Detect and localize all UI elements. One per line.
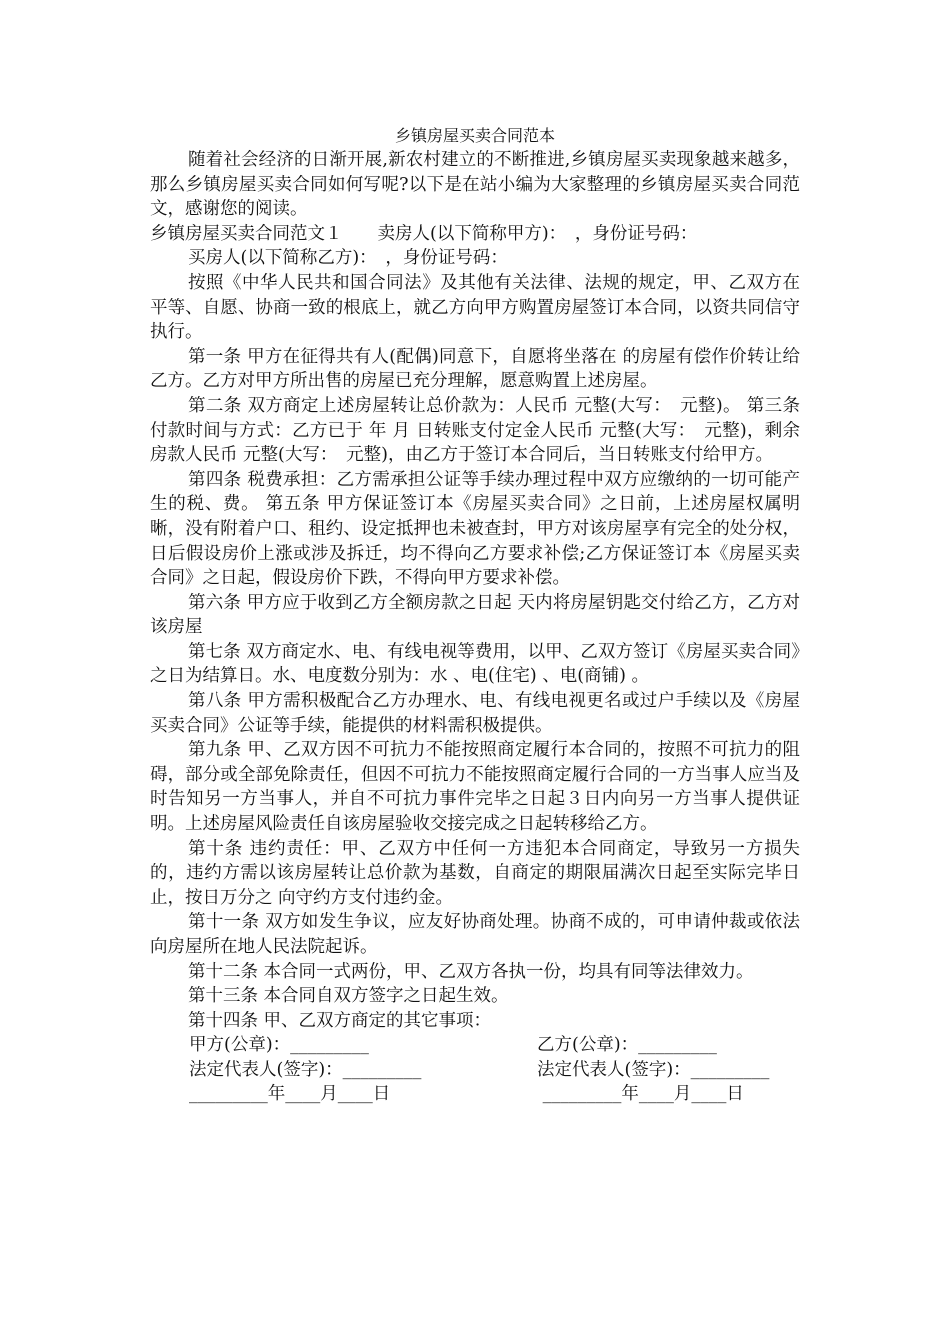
signature-row-seal: [189, 1033, 829, 1058]
signature-row-date: [189, 1082, 829, 1107]
clause-7: 第七条 双方商定水、电、有线电视等费用，以甲、乙双方签订《房屋买卖合同》之日为结算日。水、电度数分别为：水 、电(住宅) 、电(商铺) 。: [150, 641, 800, 687]
clause-14: 第十四条 甲、乙双方商定的其它事项：: [188, 1010, 492, 1031]
document-title: 乡镇房屋买卖合同范本: [394, 126, 555, 145]
clause-1: 第一条 甲方在征得共有人(配偶)同意下，自愿将坐落在 的房屋有偿作价转让给乙方。乙方对甲方所出售的房屋已充分理解，愿意购置上述房屋。: [150, 346, 800, 392]
intro-paragraph: 随着社会经济的日渐开展,新农村建立的不断推进,乡镇房屋买卖现象越来越多，那么乡镇房屋买卖合同如何写呢?以下是在站小编为大家整理的乡镇房屋买卖合同范文，感谢您的阅读。: [150, 150, 800, 220]
clause-13: 第十三条 本合同自双方签字之日起生效。: [188, 986, 509, 1007]
clause-9: 第九条 甲、乙双方因不可抗力不能按照商定履行本合同的，按照不可抗力的阻碍，部分或全部免除责任，但因不可抗力不能按照商定履行合同的一方当事人应当及时告知另一方当事人，并自不可抗力事件完毕之日起３日内向另一方当事人提供证明。上述房屋风险责任自该房屋验收交接完成之日起转移给乙方。: [150, 740, 800, 835]
clause-4-5: 第四条 税费承担：乙方需承担公证等手续办理过程中双方应缴纳的一切可能产生的税、费。 第五条 甲方保证签订本《房屋买卖合同》之日前，上述房屋权属明晰，没有附着户口、租约、设定抵押也未被查封，甲方对该房屋享有完全的处分权，日后假设房价上涨或涉及拆迁，均不得向乙方要求补偿;乙方保证签订本《房屋买卖合同》之日起，假设房价下跌，不得向甲方要求补偿。: [150, 469, 800, 589]
party-b-seal: 乙方(公章)：_________: [537, 1035, 717, 1055]
clause-8: 第八条 甲方需积极配合乙方办理水、电、有线电视更名或过户手续以及《房屋买卖合同》公证等手续，能提供的材料需积极提供。: [150, 691, 800, 736]
party-a-representative: 法定代表人(签字)：_________: [189, 1059, 422, 1080]
buyer-line: 买房人(以下简称乙方)： ，身份证号码：: [188, 248, 508, 269]
signature-row-rep: [189, 1058, 829, 1083]
preamble-paragraph: 按照《中华人民共和国合同法》及其他有关法律、法规的规定，甲、乙双方在平等、自愿、协商一致的根底上，就乙方向甲方购置房屋签订本合同，以资共同信守执行。: [150, 272, 800, 343]
clause-12: 第十二条 本合同一式两份，甲、乙双方各执一份，均具有同等法律效力。: [188, 961, 754, 982]
party-b-date: _________年____月____日: [537, 1084, 744, 1105]
party-b-representative: 法定代表人(签字)：_________: [537, 1059, 770, 1080]
party-a-seal: 甲方(公章)：_________: [189, 1035, 369, 1055]
signature-block: [189, 1033, 829, 1107]
document-body: [150, 148, 800, 1033]
seller-line: 乡镇房屋买卖合同范文１ 卖房人(以下简称甲方)： ，身份证号码：: [150, 223, 698, 244]
clause-11: 第十一条 双方如发生争议，应友好协商处理。协商不成的，可申请仲裁或依法向房屋所在地人民法院起诉。: [150, 912, 800, 957]
clause-6: 第六条 甲方应于收到乙方全额房款之日起 天内将房屋钥匙交付给乙方，乙方对该房屋: [150, 592, 800, 638]
clause-2-3: 第二条 双方商定上述房屋转让总价款为：人民币 元整(大写： 元整)。 第三条 付款时间与方式：乙方已于 年 月 日转账支付定金人民币 元整(大写： 元整)，剩余房款人民币 元整(大写： 元整)，由乙方于签订本合同后，当日转账支付给甲方。: [150, 395, 800, 466]
party-a-date: _________年____月____日: [189, 1084, 391, 1105]
clause-10: 第十条 违约责任：甲、乙双方中任何一方违犯本合同商定，导致另一方损失的，违约方需以该房屋转让总价款为基数，自商定的期限届满次日起至实际完毕日止，按日万分之 向守约方支付违约金。: [150, 838, 800, 908]
